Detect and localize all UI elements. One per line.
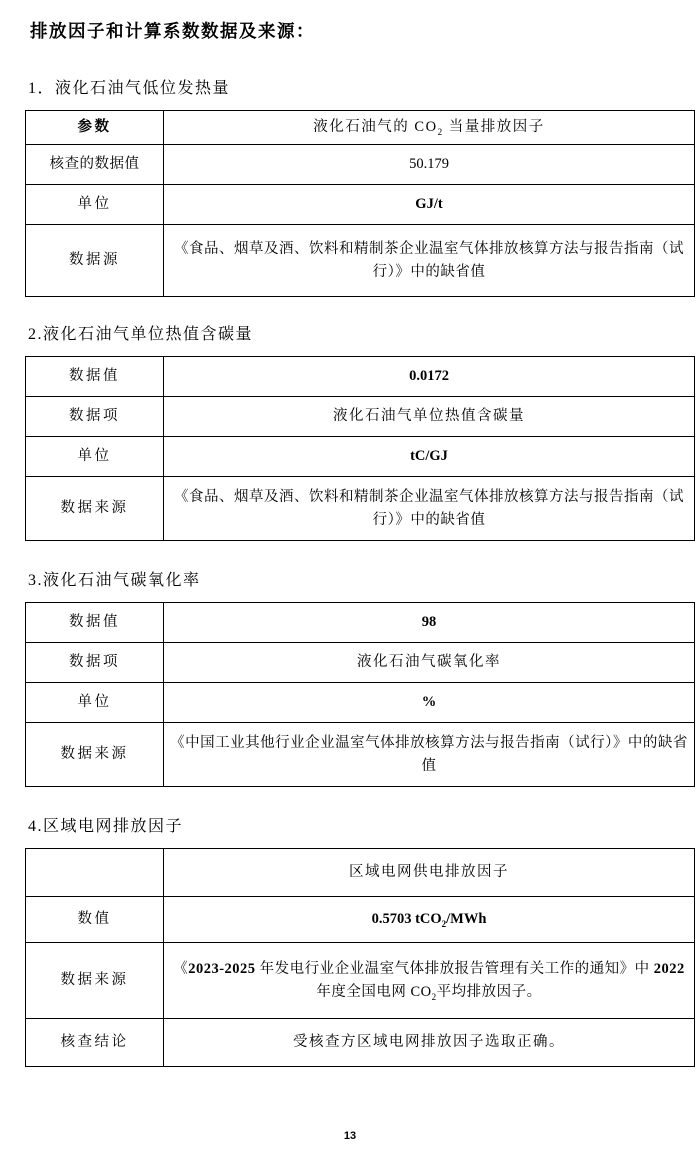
row-value-source: 《中国工业其他行业企业温室气体排放核算方法与报告指南（试行）》中的缺省值 (164, 723, 695, 787)
table-row (26, 603, 695, 643)
source-year-range: 2023-2025 (188, 961, 256, 978)
table-row (26, 437, 695, 477)
row-label-source: 数据来源 (26, 477, 164, 541)
row-value-verified-value: 50.179 (164, 145, 695, 185)
table-row (26, 1019, 695, 1067)
row-value-unit: tC/GJ (164, 437, 695, 477)
table-row (26, 849, 695, 897)
row-value-unit: % (164, 683, 695, 723)
row-value-source: 《食品、烟草及酒、饮料和精制茶企业温室气体排放核算方法与报告指南（试行）》中的缺省值 (164, 225, 695, 297)
co2-subscript: 2 (441, 919, 447, 930)
source-text: 《 (173, 961, 189, 978)
page-number: 13 (343, 1130, 357, 1142)
page-title: 排放因子和计算系数数据及来源： (30, 21, 315, 41)
row-label-data-item: 数据项 (26, 643, 164, 683)
table-row (26, 185, 695, 225)
table-lpg-heating-value (25, 110, 695, 297)
co2-subscript: 2 (437, 127, 444, 138)
table-row (26, 943, 695, 1019)
table-lpg-oxidation-rate (25, 602, 695, 787)
row-label-unit: 单位 (26, 437, 164, 477)
row-value-data-item: 液化石油气单位热值含碳量 (164, 397, 695, 437)
co2-subscript: 2 (431, 991, 437, 1002)
param-value-post: 当量排放因子 (443, 119, 545, 136)
row-value-grid-header: 区域电网供电排放因子 (164, 849, 695, 897)
section-heading-3: 3.液化石油气碳氧化率 (28, 572, 201, 589)
row-value-unit: GJ/t (164, 185, 695, 225)
row-value-conclusion: 受核查方区域电网排放因子选取正确。 (164, 1019, 695, 1067)
table-row (26, 225, 695, 297)
row-label-unit: 单位 (26, 683, 164, 723)
section-heading-1: 1．液化石油气低位发热量 (28, 80, 231, 97)
table-row (26, 683, 695, 723)
table-row (26, 111, 695, 145)
table-grid-emission-factor (25, 848, 695, 1067)
table-row (26, 357, 695, 397)
row-label-source: 数据来源 (26, 943, 164, 1019)
row-label-unit: 单位 (26, 185, 164, 225)
row-label-data-item: 数据项 (26, 397, 164, 437)
table-row (26, 897, 695, 943)
row-label-value: 数值 (26, 897, 164, 943)
row-label-data-value: 数据值 (26, 603, 164, 643)
row-value-param (164, 111, 695, 145)
table-row (26, 397, 695, 437)
param-value-pre: 液化石油气的 CO (313, 119, 438, 136)
row-value-data-value: 0.0172 (164, 357, 695, 397)
row-label-param: 参数 (26, 111, 164, 145)
row-value-data-value: 98 (164, 603, 695, 643)
row-label-source: 数据源 (26, 225, 164, 297)
table-row (26, 145, 695, 185)
row-label-empty (26, 849, 164, 897)
source-text: 平均排放因子。 (436, 983, 542, 1000)
source-year: 2022 (653, 961, 685, 978)
factor-value-pre: 0.5703 tCO (371, 911, 442, 928)
row-value-source: 《食品、烟草及酒、饮料和精制茶企业温室气体排放核算方法与报告指南（试行）》中的缺省值 (164, 477, 695, 541)
factor-value-post: /MWh (446, 911, 487, 928)
row-value-factor (164, 897, 695, 943)
source-text: 年发电行业企业温室气体排放报告管理有关工作的通知》中 (255, 961, 654, 978)
table-lpg-carbon-content (25, 356, 695, 541)
row-label-verified-value: 核查的数据值 (26, 145, 164, 185)
row-label-source: 数据来源 (26, 723, 164, 787)
row-value-data-item: 液化石油气碳氧化率 (164, 643, 695, 683)
row-label-data-value: 数据值 (26, 357, 164, 397)
table-row (26, 723, 695, 787)
table-row (26, 643, 695, 683)
row-value-source (164, 943, 695, 1019)
source-text: 年度全国电网 CO (316, 983, 432, 1000)
section-heading-4: 4.区域电网排放因子 (28, 818, 184, 835)
row-label-conclusion: 核查结论 (26, 1019, 164, 1067)
table-row (26, 477, 695, 541)
section-heading-2: 2.液化石油气单位热值含碳量 (28, 326, 254, 343)
